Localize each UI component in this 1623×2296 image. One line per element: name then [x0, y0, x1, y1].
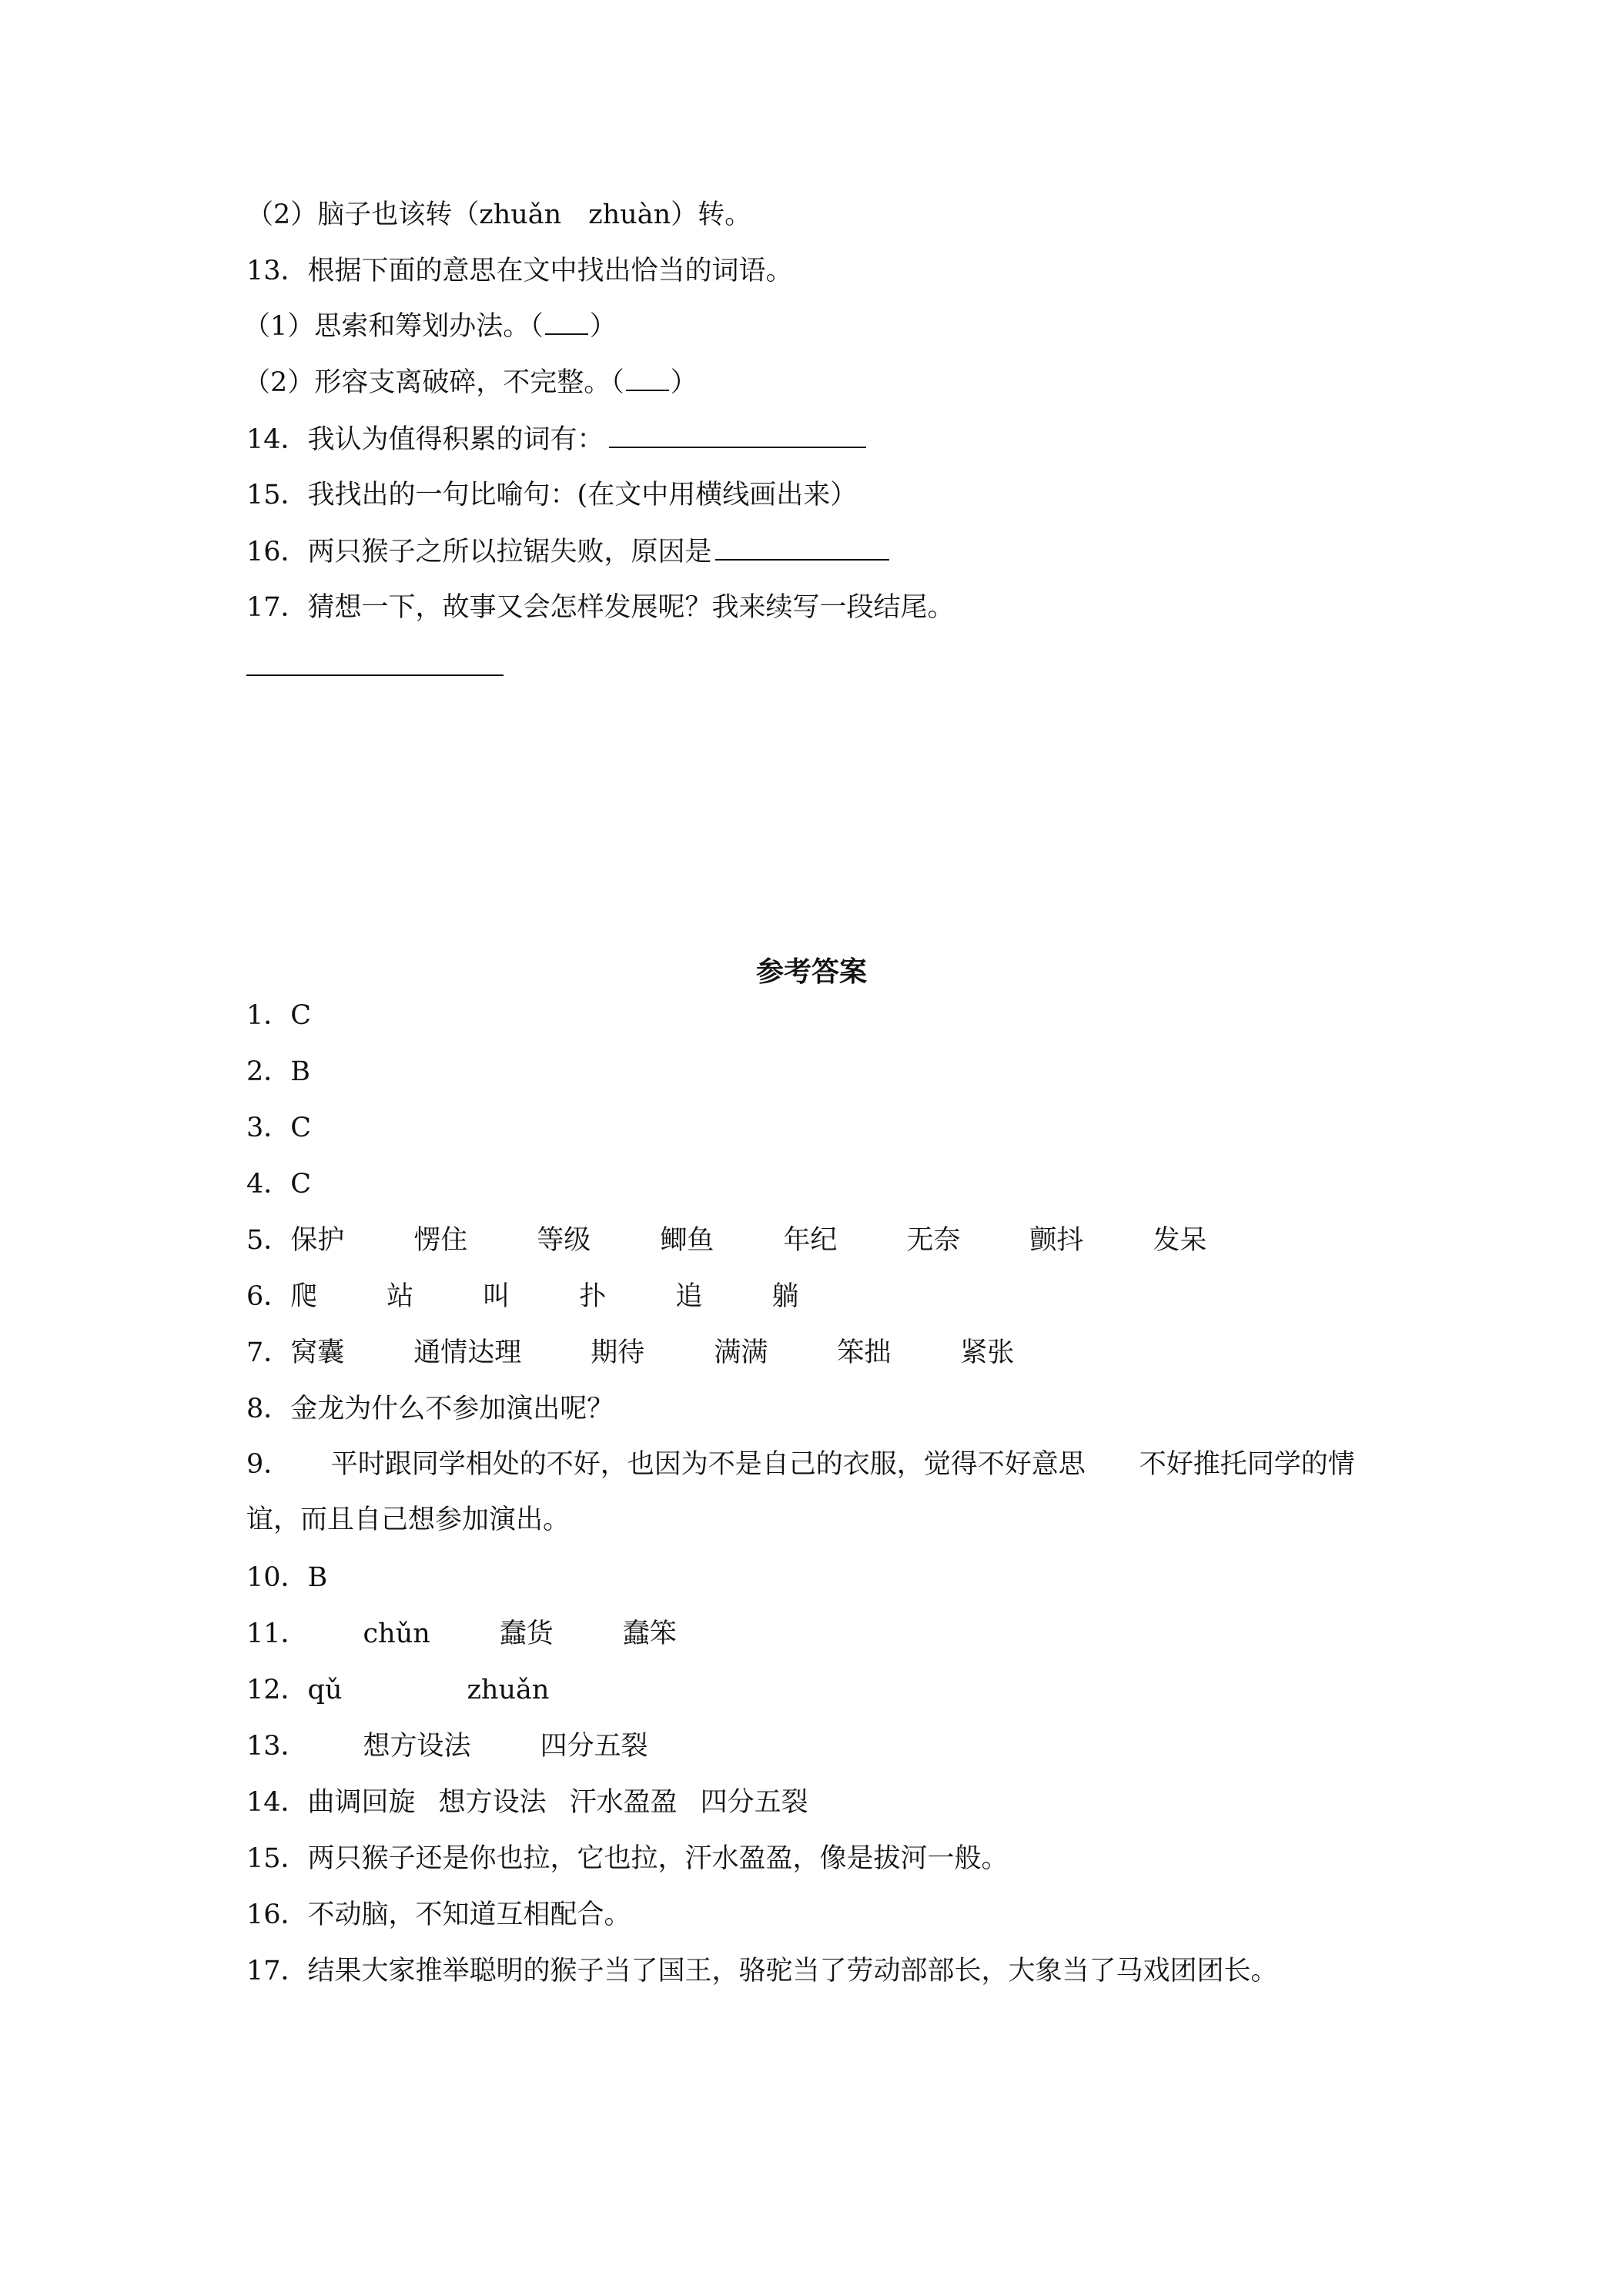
question-13-1: （1）思索和筹划办法。（ ）: [243, 308, 617, 345]
answer-10: 10．B: [246, 1562, 328, 1593]
answer-15: 15．两只猴子还是你也拉，它也拉，汗水盈盈，像是拔河一般。: [246, 1843, 1009, 1874]
answer-4: 4．C: [246, 1169, 312, 1200]
answer-1: 1．C: [246, 1000, 312, 1031]
answer-rule: [246, 674, 504, 676]
answer-8: 8．金龙为什么不参加演出呢？: [246, 1394, 614, 1424]
answer-12: 12．qǔ zhuǎn: [246, 1675, 550, 1705]
answer-17: 17．结果大家推举聪明的猴子当了国王，骆驼当了劳动部部长，大象当了马戏团团长。: [246, 1956, 1278, 1986]
answer-7: 7．窝囊 通情达理 期待 满满 笨拙 紧张: [246, 1337, 1015, 1368]
answer-11: 11． chǔn 蠢货 蠢笨: [246, 1618, 677, 1649]
question-12-2: （2）脑子也该转（zhuǎn zhuàn）转。: [246, 199, 752, 230]
answer-16: 16．不动脑，不知道互相配合。: [246, 1899, 631, 1930]
question-16: 16．两只猴子之所以拉锯失败，原因是: [246, 533, 889, 571]
question-15: 15．我找出的一句比喻句：(在文中用横线画出来）: [246, 480, 858, 510]
question-13: 13．根据下面的意思在文中找出恰当的词语。: [246, 256, 793, 286]
answer-9: 9． 平时跟同学相处的不好，也因为不是自己的衣服，觉得不好意思 不好推托同学的情谊，而且自己想参加演出。: [246, 1449, 1355, 1535]
answer-key-title: 参考答案: [755, 956, 867, 988]
answer-13: 13． 想方设法 四分五裂: [246, 1731, 648, 1762]
question-17: 17．猜想一下，故事又会怎样发展呢？我来续写一段结尾。: [246, 592, 955, 623]
answer-5: 5．保护 愣住 等级 鲫鱼 年纪 无奈 颤抖 发呆: [246, 1225, 1207, 1256]
answer-2: 2．B: [246, 1056, 310, 1087]
question-14: 14．我认为值得积累的词有：: [246, 420, 866, 458]
question-13-2: （2）形容支离破碎，不完整。（ ）: [243, 364, 698, 401]
answer-blank: [626, 365, 669, 391]
answer-3: 3．C: [246, 1113, 312, 1143]
answer-blank: [545, 309, 588, 335]
answer-6: 6．爬 站 叫 扑 追 躺: [246, 1281, 799, 1312]
answer-blank: [609, 420, 866, 448]
answer-14: 14．曲调回旋 想方设法 汗水盈盈 四分五裂: [246, 1787, 808, 1818]
answer-blank: [715, 533, 889, 561]
